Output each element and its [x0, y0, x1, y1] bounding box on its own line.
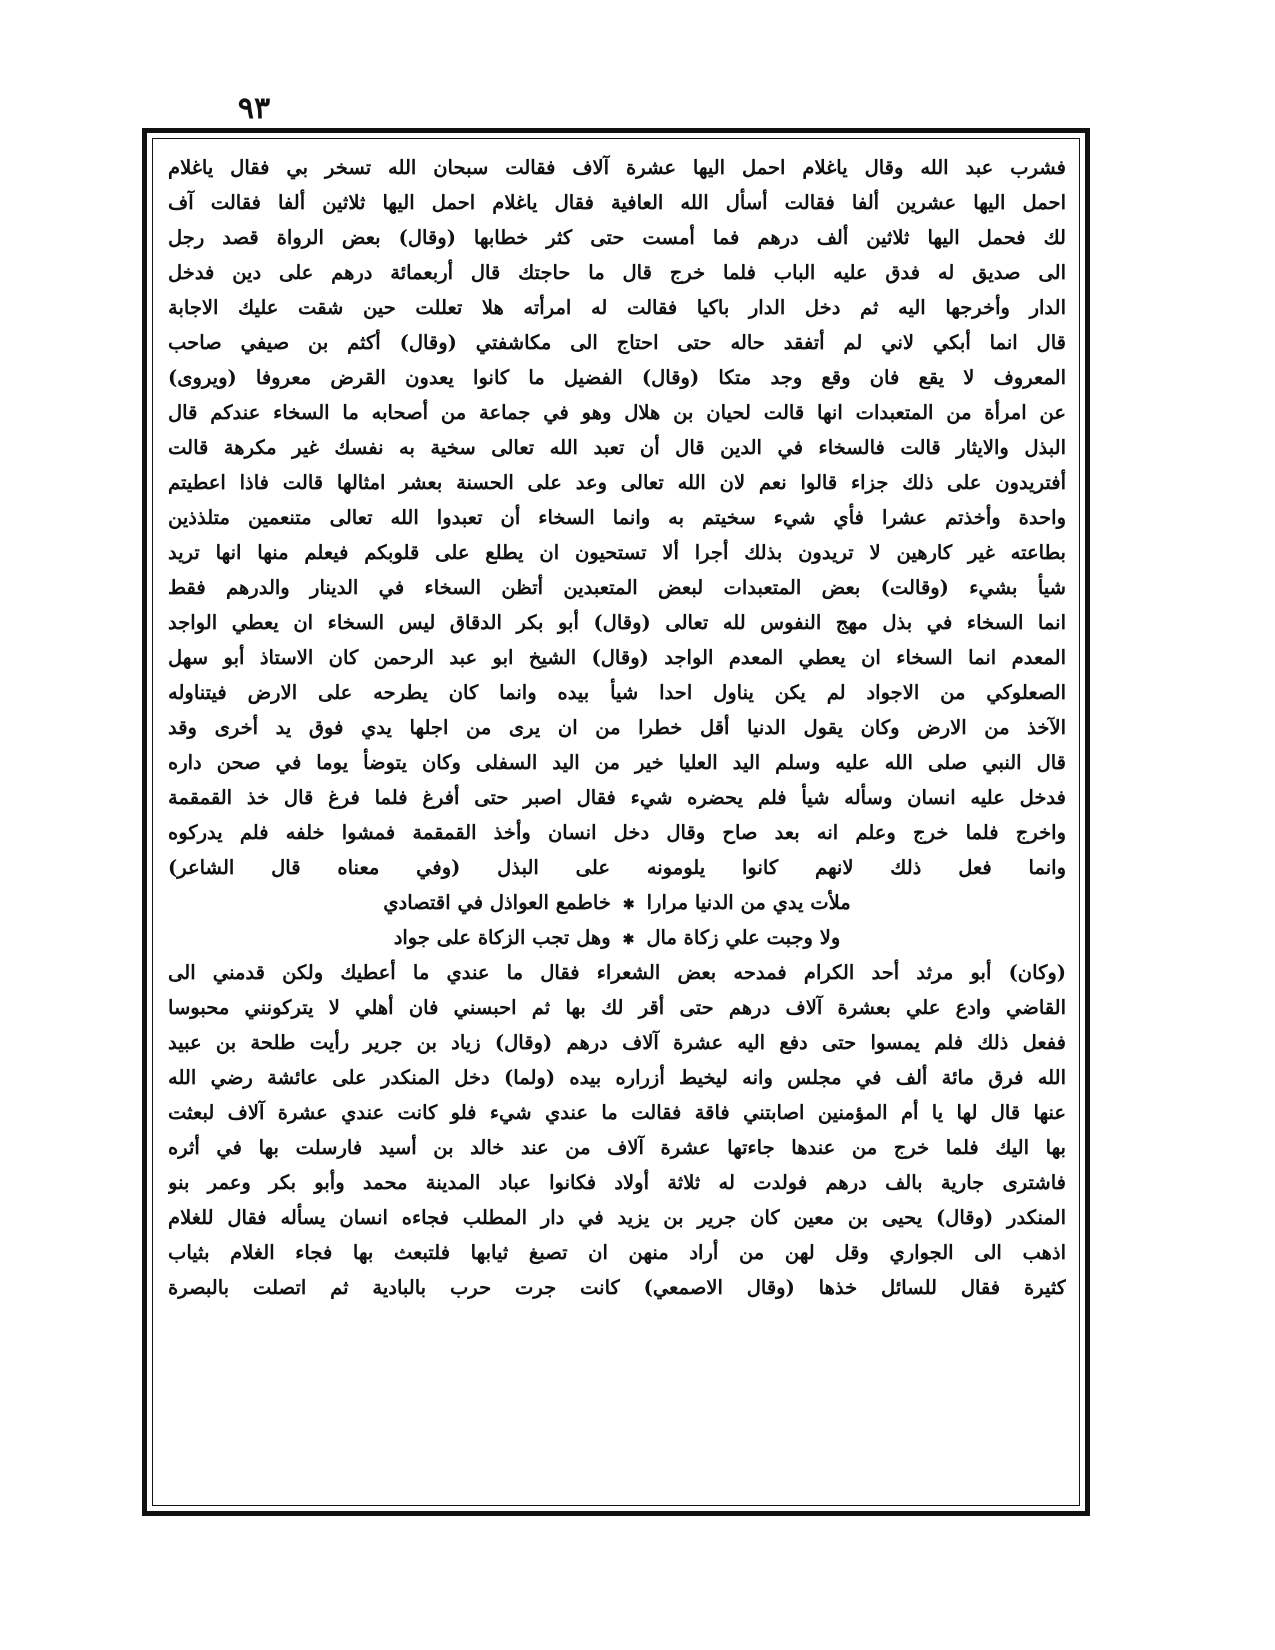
- text-line: المعدم انما السخاء ان يعطي المعدم الواجد (وقال) الشيخ ابو عبد الرحمن كان الاستاذ أبو سهل: [168, 646, 1066, 669]
- text-line: احمل اليها عشرين ألفا فقالت أسأل الله العافية فقال ياغلام احمل اليها ثلاثين ألفا فقالت آف: [168, 191, 1066, 214]
- text-line: وانما فعل ذلك لانهم كانوا يلومونه على البذل (وفي معناه قال الشاعر): [168, 856, 1066, 879]
- text-line: الدار وأخرجها اليه ثم دخل الدار باكيا فقالت له امرأته هلا تعللت حين شقت عليك الاجابة: [168, 296, 1066, 319]
- text-line: انما السخاء في بذل مهج النفوس لله تعالى (وقال) أبو بكر الدقاق ليس السخاء ان يعطي الواجد: [168, 611, 1066, 634]
- verse-line: [168, 920, 1066, 955]
- verse-hemistich-right: ولا وجبت علي زكاة مال: [646, 926, 841, 949]
- text-line: عن امرأة من المتعبدات انها قالت لحيان بن هلال وهو في جماعة من أصحابه ما السخاء عندكم قال: [168, 401, 1066, 424]
- text-line: واحدة وأخذتم عشرا فأي شيء سخيتم به وانما السخاء أن تعبدوا الله تعالى متنعمين متلذذين: [168, 506, 1066, 529]
- text-line: الآخذ من الارض وكان يقول الدنيا أقل خطرا من ان يرى من اجلها يدي فوق يد أخرى وقد: [168, 716, 1066, 739]
- text-line: البذل والايثار قالت فالسخاء في الدين قال أن تعبد الله تعالى سخية به نفسك غير مكرهة قالت: [168, 436, 1066, 459]
- text-line: واخرج فلما خرج وعلم انه بعد صاح وقال دخل انسان وأخذ القمقمة فمشوا خلفه فلم يدركوه: [168, 821, 1066, 844]
- main-text-block: [168, 150, 1066, 1305]
- text-line: فاشترى جارية بالف درهم فولدت له ثلاثة أولاد فكانوا عباد المدينة محمد وأبو بكر وعمر بنو: [168, 1171, 1066, 1194]
- verse-hemistich-left: خاطمع العواذل في اقتصادي: [383, 891, 611, 914]
- text-line: قال النبي صلى الله عليه وسلم اليد العليا خير من اليد السفلى وكان يتوضأ يوما في صحن داره: [168, 751, 1066, 774]
- text-line: ففعل ذلك فلم يمسوا حتى دفع اليه عشرة آلاف درهم (وقال) زياد بن جرير رأيت طلحة بن عبيد: [168, 1031, 1066, 1054]
- text-line: عنها قال لها يا أم المؤمنين اصابتني فاقة فقالت ما عندي شيء فلو كانت عندي عشرة آلاف لبعثت: [168, 1101, 1066, 1124]
- star-separator-icon: ✱: [622, 932, 635, 948]
- text-line: قال انما أبكي لاني لم أتفقد حاله حتى احتاج الى مكاشفتي (وقال) أكثم بن صيفي صاحب: [168, 331, 1066, 354]
- text-line: اذهب الى الجواري وقل لهن من أراد منهن ان تصبغ ثيابها فلتبعث بها فجاء الغلام بثياب: [168, 1241, 1066, 1264]
- text-line: لك فحمل اليها ثلاثين ألف درهم فما أمست حتى كثر خطابها (وقال) بعض الرواة قصد رجل: [168, 226, 1066, 249]
- text-line: بها اليك فلما خرج من عندها جاءتها عشرة آلاف من عند خالد بن أسيد فارسلت بها في أثره: [168, 1136, 1066, 1159]
- verse-hemistich-left: وهل تجب الزكاة على جواد: [393, 926, 611, 949]
- text-line: الله فرق مائة ألف في مجلس وانه ليخيط أزراره بيده (ولما) دخل المنكدر على عائشة رضي الله: [168, 1066, 1066, 1089]
- text-line: بطاعته غير كارهين لا تريدون بذلك أجرا ألا تستحيون ان يطلع على قلوبكم فيعلم منها انها تريد: [168, 541, 1066, 564]
- text-line: الى صديق له فدق عليه الباب فلما خرج قال ما حاجتك قال أربعمائة درهم على دين فدخل: [168, 261, 1066, 284]
- text-line: أفتريدون على ذلك جزاء قالوا نعم لان الله تعالى وعد على الحسنة بعشر امثالها قالت فاذا اعطيتم: [168, 471, 1066, 494]
- verse-line: [168, 885, 1066, 920]
- text-line: فشرب عبد الله وقال ياغلام احمل اليها عشرة آلاف فقالت سبحان الله تسخر بي فقال ياغلام: [168, 156, 1066, 179]
- text-line: فدخل عليه انسان وسأله شيأ فلم يحضره شيء فقال اصبر حتى أفرغ فلما فرغ قال خذ القمقمة: [168, 786, 1066, 809]
- verse-hemistich-right: ملأت يدي من الدنيا مرارا: [646, 891, 851, 914]
- text-line: المنكدر (وقال) يحيى بن معين كان جرير بن يزيد في دار المطلب فجاءه انسان يسأله فقال للغلام: [168, 1206, 1066, 1229]
- star-separator-icon: ✱: [622, 897, 635, 913]
- text-line: القاضي وادع علي بعشرة آلاف درهم حتى أقر لك بها ثم احبسني فان أهلي لا يتركونني محبوسا: [168, 996, 1066, 1019]
- text-line: (وكان) أبو مرثد أحد الكرام فمدحه بعض الشعراء فقال ما عندي ما أعطيك ولكن قدمني الى: [168, 961, 1066, 984]
- text-line: كثيرة فقال للسائل خذها (وقال الاصمعي) كانت جرت حرب بالبادية ثم اتصلت بالبصرة: [168, 1276, 1066, 1299]
- text-line: شيأ بشيء (وقالت) بعض المتعبدات لبعض المتعبدين أتظن السخاء في الدينار والدرهم فقط: [168, 576, 1066, 599]
- page-number: ٩٣: [237, 91, 271, 126]
- text-line: الصعلوكي من الاجواد لم يكن يناول احدا شيأ بيده وانما كان يطرحه على الارض فيتناوله: [168, 681, 1066, 704]
- text-line: المعروف لا يقع فان وقع وجد متكا (وقال) الفضيل ما كانوا يعدون القرض معروفا (ويروى): [168, 366, 1066, 389]
